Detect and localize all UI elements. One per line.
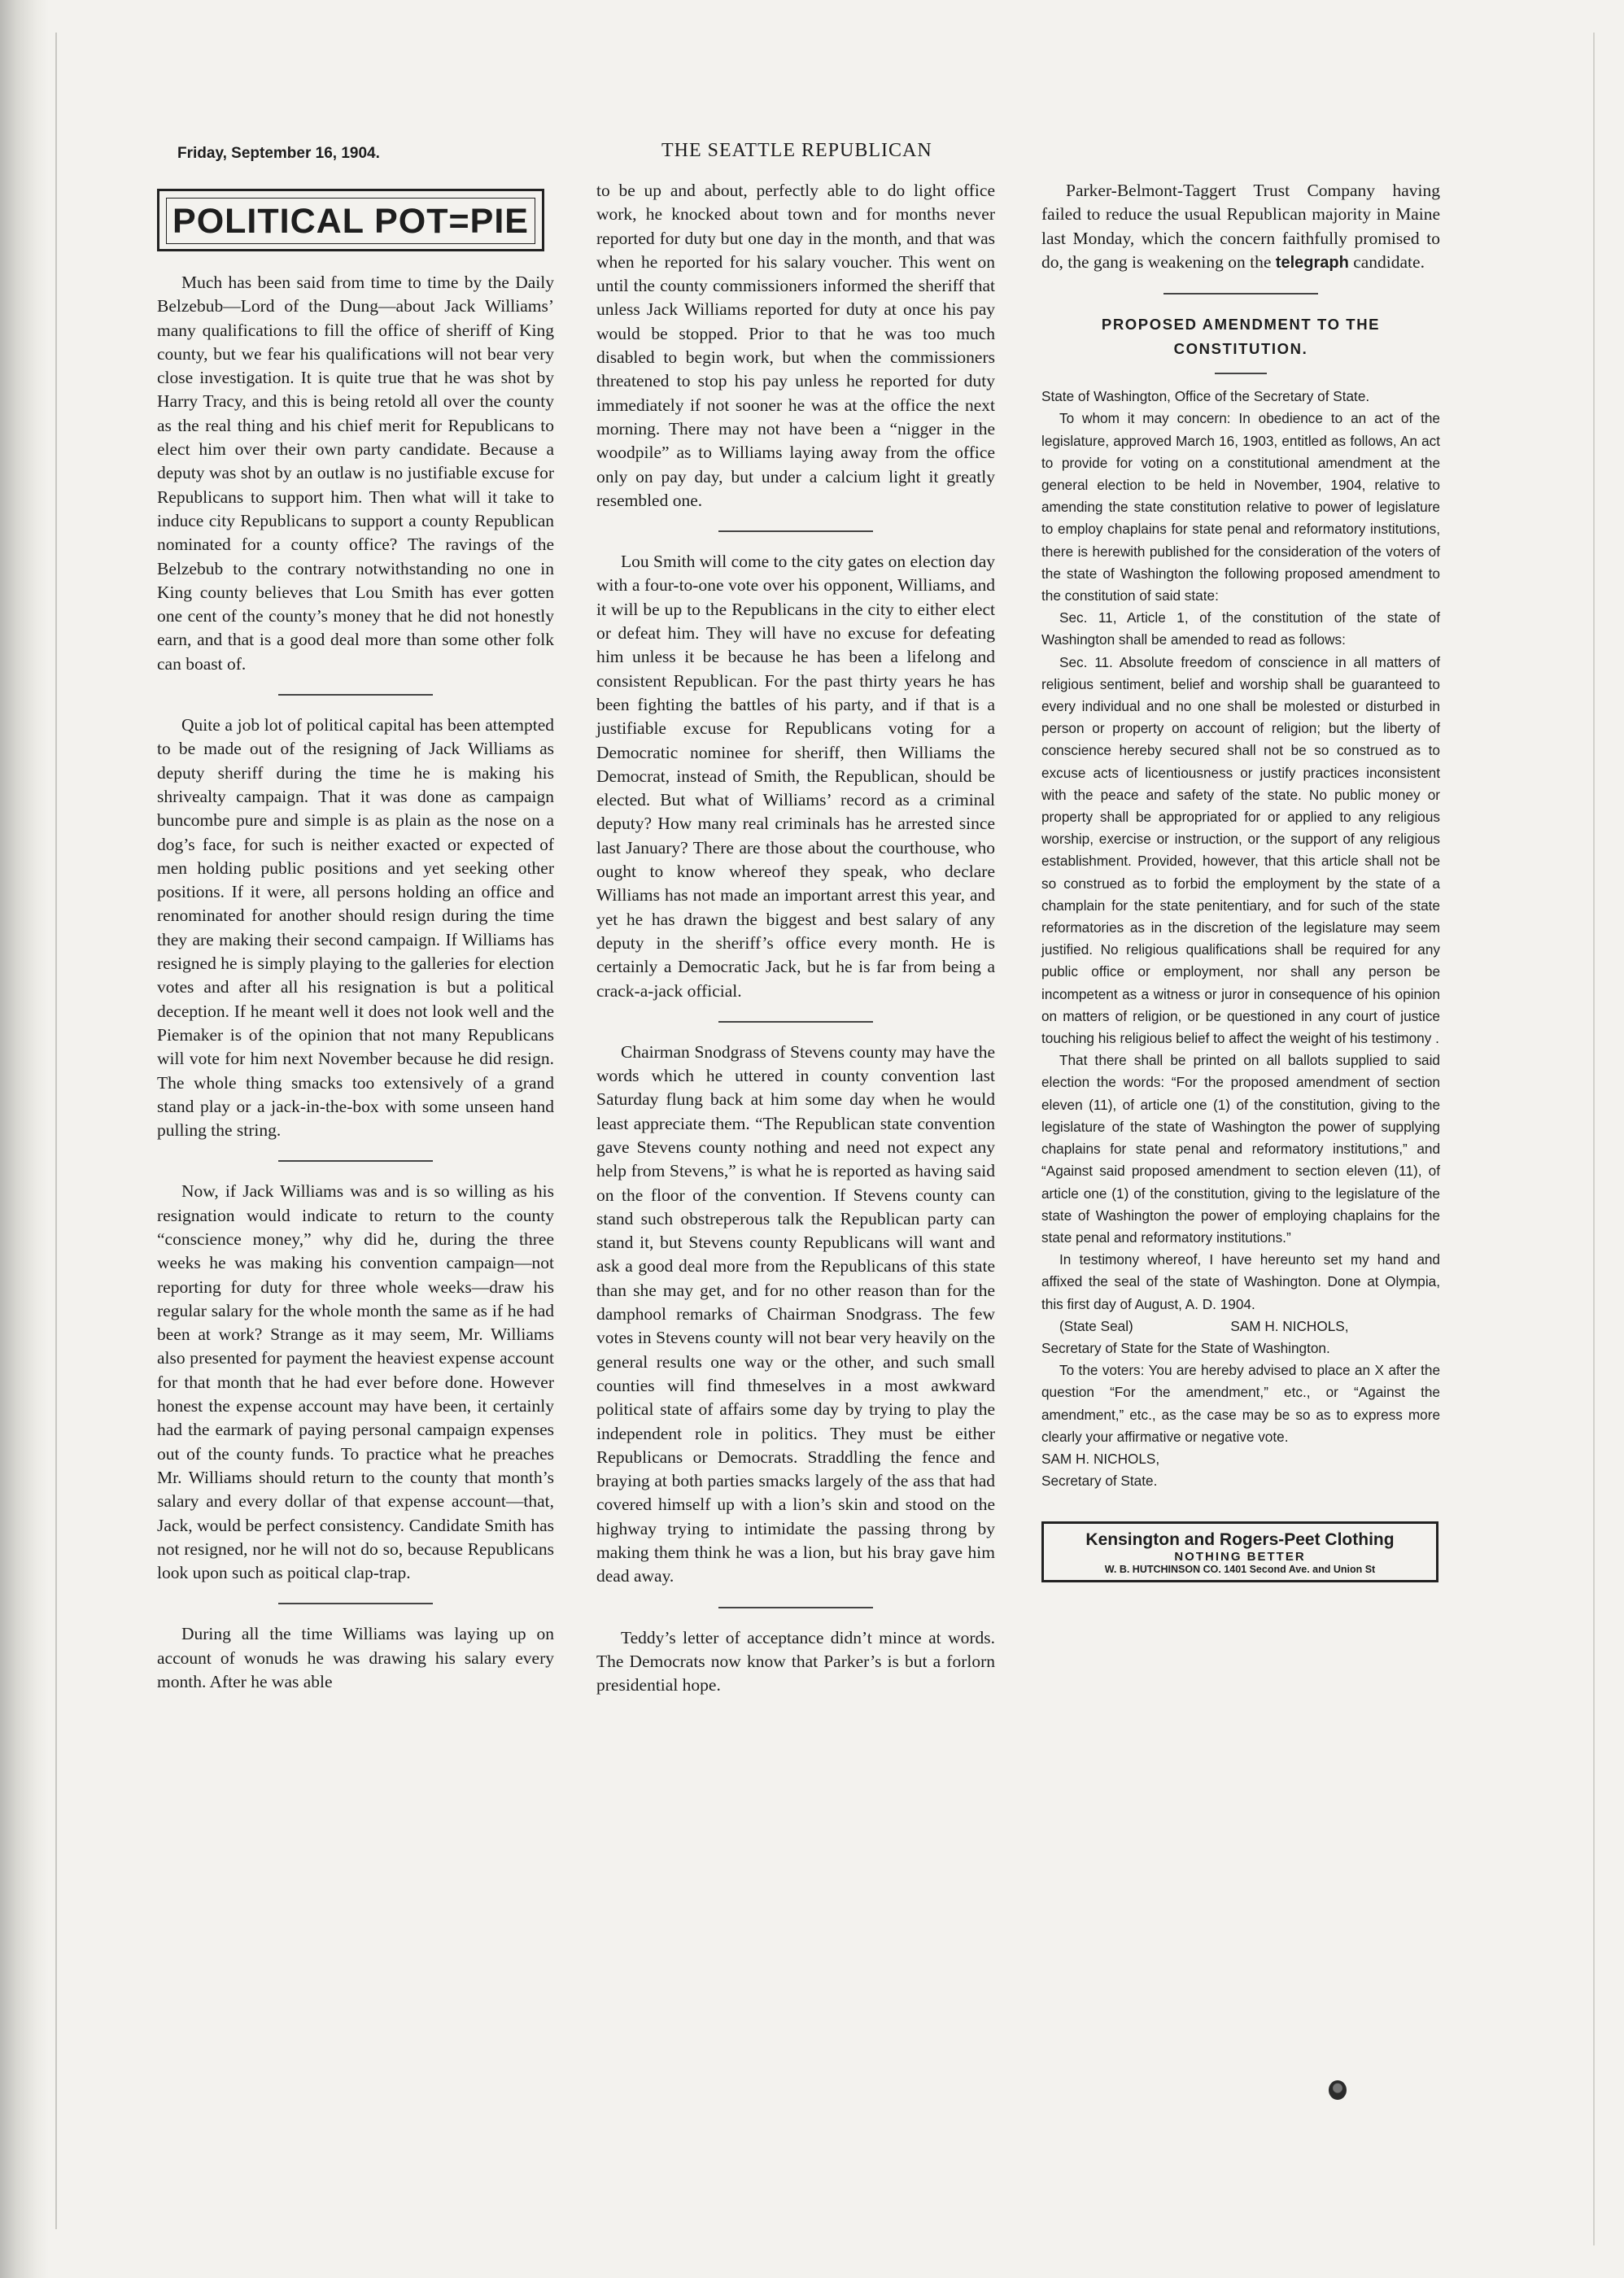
page-header [0, 140, 1624, 172]
seal-label: (State Seal) [1059, 1317, 1133, 1334]
legal-paragraph: Sec. 11, Article 1, of the constitution of the state of Washington shall be amended to read as follows: [1041, 609, 1440, 648]
section-title-box [157, 189, 544, 251]
column-divider [278, 1160, 433, 1162]
voters-note: To the voters: You are hereby advised to place an X after the question “For the amendment,” etc., or “Against the amendment,” etc., as the case may be so as to express more clearly your affirmative or negative vote. [1041, 1362, 1440, 1445]
article-paragraph: Now, if Jack Williams was and is so willing as his resignation would indicate to return to the county “conscience money,” why did he, during the three weeks he was making his convention campaign—not reporting for duty for three whole weeks—draw his regular salary for the whole month the same as if he had been at work? Strange as it may seem, Mr. Williams also presented for payment the heaviest expense account for that month that he had ever before done. However honest the expense account may have been, it certainly had the earmark of paying personal campaign expenses out of the county funds. To practice what he preaches Mr. Williams should return to the county that month’s salary and every dollar of that expense account—that, Jack, would be perfect consistency. Candidate Smith has not resigned, nor he will not do so, because Republicans look upon such as poitical clap-trap. [157, 1181, 554, 1583]
page-edge-line [55, 33, 57, 2229]
ad-headline: Kensington and Rogers-Peet Clothing [1085, 1530, 1395, 1550]
column-divider [718, 1607, 873, 1608]
signer-name: SAM H. NICHOLS, [1230, 1317, 1349, 1334]
column-one [157, 179, 554, 1694]
newspaper-title: THE SEATTLE REPUBLICAN [661, 140, 932, 161]
amendment-title: PROPOSED AMENDMENT TO THE CONSTITUTION. [1101, 316, 1381, 358]
page-binding-edge [0, 0, 49, 2278]
article-paragraph: Quite a job lot of political capital has been attempted to be made out of the resigning of Jack Williams as deputy sheriff during the time he is making his shrivealty campaign. That it was done as campaign buncombe pure and simple is as plain as the nose on a dog’s face, for such is neither exacted or expected of men holding public positions and yet seeking other positions. If it were, all persons holding an office and renominated for another should resign during the time they are making their second campaign. If Williams has resigned he is simply playing to the galleries for election votes and after all his resignation is but a political deception. If he meant well it does not look well and the Piemaker is of the opinion that not many Republicans will vote for him next November because he did resign. The whole thing smacks too extensively of a grand stand play or a jack-in-the-box with some unseen hand pulling the string. [157, 715, 554, 1141]
signature-line [1041, 1316, 1440, 1338]
column-divider [278, 1603, 433, 1604]
article-paragraph: Lou Smith will come to the city gates on election day with a four-to-one vote over his opponent, Williams, and it will be up to the Republicans in the city to either elect or defeat him. They will have no excuse for defeating him unless it be because he has been a lifelong and consistent Republican. For the past thirty years he has been fighting the battles of his party, and if that is a justifiable excuse for Republicans voting for a Democratic nominee for sheriff, then Williams the Democrat, instead of Smith, the Republican, should be elected. But what of Williams’ record as a criminal deputy? How many real criminals has he arrested since last January? There are those about the courthouse, who ought to know whereof they speak, who declare Williams has not made an important arrest this year, and yet he has drawn the biggest and best salary of any deputy in the sheriff’s office every month. He is certainly a Democratic Jack, but he is far from being a crack-a-jack official. [596, 552, 995, 1001]
ad-footer: W. B. HUTCHINSON CO. 1401 Second Ave. and Union St [1104, 1564, 1376, 1576]
signer-title: Secretary of State for the State of Washington. [1041, 1339, 1330, 1356]
legal-paragraph: In testimony whereof, I have hereunto set my hand and affixed the seal of the state of Washington. Done at Olympia, this first day of August, A. D. 1904. [1041, 1251, 1440, 1312]
article-paragraph: Teddy’s letter of acceptance didn’t mince at words. The Democrats now know that Parker’s is but a forlorn presidential hope. [596, 1627, 995, 1695]
ornament-mark [1329, 2080, 1347, 2100]
page-right-edge [1593, 33, 1595, 2245]
column-divider [718, 530, 873, 532]
legal-paragraph: Sec. 11. Absolute freedom of conscience in all matters of religious sentiment, belief and worship shall be guaranteed to every individual and no one shall be molested or disturbed in person or property on account of religion; but the liberty of conscience hereby secured shall not be so construed as to excuse acts of licentiousness or justify practices inconsistent with the peace and safety of the state. No public money or property shall be appropriated for or applied to any religious worship, exercise or instruction, or the support of any religious establishment. Provided, however, that this article shall not be so construed as to forbid the employment by the state of a champlain for the state penitentiary, and for such of the state reformatories as in the discretion of the legislature may seem justified. No religious qualifications shall be required for any public office or employment, nor shall any person be incompetent as a witness or juror in consequence of his opinion on matters of religion, or be questioned in any court of justice touching his religious belief to affect the weight of his testimony . [1041, 653, 1440, 1047]
article-paragraph: Chairman Snodgrass of Stevens county may have the words which he uttered in county convention last Saturday flung back at him some day when he would least appreciate them. “The Republican state convention gave Stevens county nothing and need not expect any help from Stevens,” is what he is reported as having said on the floor of the convention. If Stevens county can stand such obstreperous talk the Republican party can stand it, but Stevens county Republicans will want and ask a good deal more from the Republicans of this state than she may get, and for no other reason than for the damphool remarks of Chairman Snodgrass. The few votes in Stevens county will not bear very heavily on the general results one way or the other, and such small counties will find thmeselves in a most awkward political state of affairs some day by trying to play the independent role in politics. They must be either Republicans or Democrats. Straddling the fence and braying at both parties smacks largely of the ass that had covered himself up with a lion’s skin and stood on the highway trying to intimidate the passing throng by making them think he was a lion, but his bray gave him dead away. [596, 1041, 995, 1586]
intro-bold-word: telegraph [1275, 253, 1349, 272]
column-two [596, 179, 995, 1698]
legal-paragraph: State of Washington, Office of the Secretary of State. [1041, 388, 1370, 405]
article-paragraph: to be up and about, perfectly able to do light office work, he knocked about town and for months never reported for duty but one day in the month, and that was when he reported for his salary voucher. This went on until the county commissioners informed the sheriff that unless Jack Williams reported for duty at once his pay would be stopped. Prior to that he was too much disabled to begin work, but when the commissioners threatened to stop his pay unless he reported for duty immediately if not sooner he was at the office the next morning. There may not have been a “nigger in the woodpile” as to Williams laying away from the office only on pay day, but under a calcium light it greatly resembled one. [596, 181, 995, 510]
issue-date: Friday, September 16, 1904. [177, 145, 380, 162]
intro-text: Parker-Belmont-Taggert Trust Company having failed to reduce the usual Republican majority in Maine last Monday, which the concern faithfully promised to do, the gang is weakening on the [1041, 181, 1440, 272]
article-paragraph: Much has been said from time to time by the Daily Belzebub—Lord of the Dung—about Jack Williams’ many qualifications to fill the office of sheriff of King county, but we fear his qualifications will not bear very close investigation. It is quite true that he was shot by Harry Tracy, and this is being retold all over the county as the real thing and his chief merit for Republicans to elect him over their own party candidate. Because a deputy was shot by an outlaw is no justifiable excuse for Republicans to support him. Then what will it take to induce city Republicans to support a county Republican nominated for a county office? The ravings of the Belzebub to the contrary notwithstanding no one in King county believes that Lou Smith has ever gotten one cent of the county’s money that he did not honestly earn, and that is a good deal more than some other folk can boast of. [157, 273, 554, 674]
column-divider [718, 1021, 873, 1023]
column-divider [278, 694, 433, 696]
column-three [1041, 179, 1440, 1582]
ad-tagline: NOTHING BETTER [1174, 1550, 1306, 1564]
intro-text-end: candidate. [1353, 251, 1425, 272]
section-title: POLITICAL POT=PIE [166, 198, 535, 244]
voters-signer-title: Secretary of State. [1041, 1473, 1158, 1490]
voters-signer: SAM H. NICHOLS, [1041, 1450, 1160, 1467]
article-paragraph [1041, 179, 1440, 275]
clothing-advertisement [1041, 1521, 1438, 1582]
column-divider [1163, 293, 1318, 295]
legal-paragraph: That there shall be printed on all ballots supplied to said election the words: “For the proposed amendment of section eleven (11), of article one (1) of the constitution, giving to the legislature of the state of Washington the power of supplying chaplains for state penal and reformatory institutions,” and “Against said proposed amendment to section eleven (11), of article one (1) of the constitution, giving to the legislature of the state of Washington the power of employing chaplains for the state penal and reformatory institutions.” [1041, 1052, 1440, 1246]
article-paragraph: During all the time Williams was laying up on account of wonuds he was drawing his salary every month. After he was able [157, 1624, 554, 1692]
legal-paragraph: To whom it may concern: In obedience to an act of the legislature, approved March 16, 1903, entitled as follows, An act to provide for voting on a constitutional amendment at the general election to be held in November, 1904, relative to amending the state constitution relative to power of legislature to employ chaplains for state penal and reformatory institutions, there is herewith published for the consideration of the voters of the state of Washington the following proposed amendment to the constitution of said state: [1041, 410, 1440, 604]
title-divider [1215, 373, 1267, 374]
legal-notice [1041, 386, 1440, 1492]
